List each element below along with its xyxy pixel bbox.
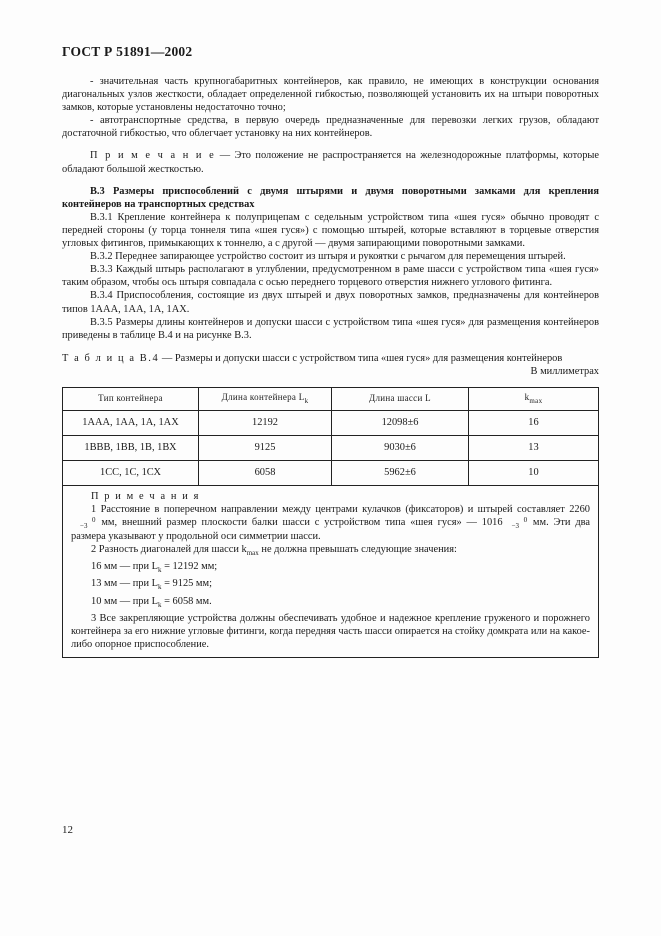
header-chassis-length: Длина шасси L (332, 387, 469, 410)
table-header-row (63, 387, 599, 410)
notes-label: П р и м е ч а н и я (91, 490, 200, 502)
table-caption-label: Т а б л и ц а В.4 (62, 352, 160, 364)
table-row (63, 460, 599, 485)
note-1: 1 Расстояние в поперечном направлении между центрами кулачков (фиксаторов) и штырей составляет 22600 −3 мм, внешний размер плоскости балки шасси с устройством типа «шея гуся» — 1016 0 −3 мм. Эти два размера указывают у продольной оси симметрии шасси. (71, 504, 590, 542)
note-text: — Это положение не распространяется на железнодорожные платформы, которые обладают большой жесткостью. (62, 150, 599, 175)
cell-chassis-length: 12098±6 (332, 410, 469, 435)
paragraph-flexibility-vehicles: - автотранспортные средства, в первую очередь предназначенные для перевозки легких грузов, обладают достаточной гибкостью, что облегчает установку на них контейнеров. (62, 115, 599, 140)
table-notes (62, 486, 599, 658)
cell-kmax: 16 (469, 410, 599, 435)
note-railway (62, 149, 599, 175)
paragraph-b31: В.3.1 Крепление контейнера к полуприцепам с седельным устройством типа «шея гуся» обычно проводят с передней стороны (у торца тоннеля типа «шея гуся») с помощью штырей, которые вставляют в торцевые отверстия угловых фитингов, примыкающих к тоннелю, а с другой — двумя запирающими поворотными замками. (62, 211, 599, 250)
paragraph-b35: В.3.5 Размеры длины контейнеров и допуски шасси с устройством типа «шея гуся» для размещения контейнеров приведены в таблице В.4 и на рисунке В.3. (62, 316, 599, 341)
cell-type: 1ВВВ, 1ВВ, 1В, 1ВХ (63, 435, 199, 460)
note-2: 2 Разность диагоналей для шасси $k_{max}$ не должна превышать следующие значения: (91, 543, 457, 557)
table-caption (62, 352, 599, 365)
table-caption-text: — Размеры и допуски шасси с устройством типа «шея гуся» для размещения контейнеров (159, 352, 563, 364)
table-row (63, 435, 599, 460)
header-container-type: Тип контейнера (63, 387, 199, 410)
cell-type: 1СС, 1С, 1СХ (63, 460, 199, 485)
standard-header: ГОСТ Р 51891—2002 (62, 44, 193, 59)
paragraph-flexibility-containers: - значительная часть крупногабаритных контейнеров, как правило, не имеющих в конструкции основания диагональных узлов жесткости, обладает определенной гибкостью, позволяющей установить их на штыри поворотных замков, которые установлены недостаточно точно; (62, 76, 599, 114)
document-body (62, 75, 599, 658)
cell-kmax: 10 (469, 460, 599, 485)
paragraph-b34: В.3.4 Приспособления, состоящие из двух штырей и двух поворотных замков, предназначены для контейнеров типов 1ААА, 1АА, 1А, 1АХ. (62, 290, 599, 315)
cell-chassis-length: 5962±6 (332, 460, 469, 485)
page-number: 12 (62, 824, 73, 836)
header-container-length: Длина контейнера $L_k$ (199, 387, 332, 410)
note-label: П р и м е ч а н и е (90, 150, 216, 162)
cell-container-length: 9125 (199, 435, 332, 460)
table-row (63, 410, 599, 435)
cell-chassis-length: 9030±6 (332, 435, 469, 460)
paragraph-b33: В.3.3 Каждый штырь располагают в углублении, предусмотренном в раме шасси с устройством типа «шея гуся» таким образом, чтобы ось штыря совпадала с осью переднего торцевого отверстия нижнего углового фитинга. (62, 264, 599, 289)
note-2-line: 13 мм — при $L_k = 9125$ мм; (91, 578, 212, 592)
header-kmax: $k_{max}$ (469, 387, 599, 410)
paragraph-b32: В.3.2 Переднее запирающее устройство состоит из штыря и рукоятки с рычагом для перемещения штырей. (90, 251, 566, 263)
cell-container-length: 6058 (199, 460, 332, 485)
dimensions-table (62, 387, 599, 486)
tolerance-1016: 0 −3 (511, 515, 528, 530)
cell-container-length: 12192 (199, 410, 332, 435)
table-units: В миллиметрах (530, 365, 599, 377)
tolerance-2260: 0 −3 (80, 515, 96, 530)
cell-kmax: 13 (469, 435, 599, 460)
note-2-line: 16 мм — при $L_k = 12192$ мм; (91, 561, 218, 575)
cell-type: 1ААА, 1АА, 1А, 1АХ (63, 410, 199, 435)
section-b3-heading: В.3 Размеры приспособлений с двумя штырями и двумя поворотными замками для крепления контейнеров на транспортных средствах (62, 185, 599, 210)
note-2-line: 10 мм — при $L_k = 6058$ мм. (91, 595, 212, 609)
note-3: 3 Все закрепляющие устройства должны обеспечивать удобное и надежное крепление груженого и порожнего контейнера за его нижние угловые фитинги, когда передняя часть шасси опирается на стойку домкрата или на какое-либо опорное приспособление. (71, 612, 590, 651)
